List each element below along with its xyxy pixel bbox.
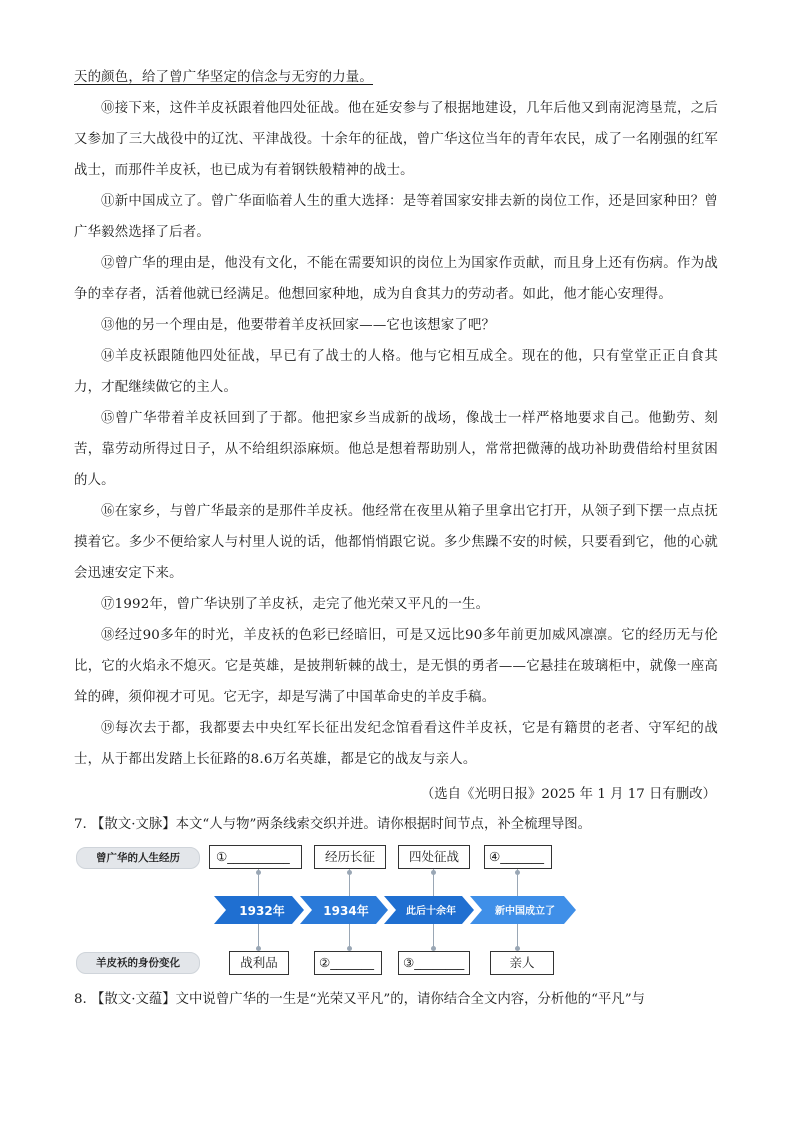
paragraph-number: ⑭ (101, 349, 116, 364)
paragraph-12 (74, 248, 718, 310)
paragraph-continued (74, 62, 718, 93)
paragraph-number: ⑰ (101, 597, 115, 612)
paragraph-text: 曾广华的理由是，他没有文化，不能在需要知识的岗位上为国家作贡献，而且身上还有伤病。作为战争的幸存者，活着他就已经满足。他想回家种地，成为自食其力的劳动者。如此，他才能心安理得。 (74, 256, 719, 302)
article-source: （选自《光明日报》2025 年 1 月 17 日有删改） (420, 787, 716, 802)
bottom-box-family: 亲人 (490, 951, 554, 975)
question-tag: 【散文·文脉】 (91, 817, 176, 832)
blank-box-4[interactable]: ④_______ (484, 845, 552, 869)
top-box-long-march: 经历长征 (314, 845, 386, 869)
paragraph-text: 曾广华带着羊皮袄回到了于都。他把家乡当成新的战场，像战士一样严格地要求自己。他勤劳、刻苦，靠劳动所得过日子，从不给组织添麻烦。他总是想着帮助别人，常常把微薄的战功补助费借给村里贫困的人。 (74, 411, 718, 488)
question-number: 7. (74, 817, 87, 832)
paragraph-text: 经过90多年的时光，羊皮袄的色彩已经暗旧，可是又远比90多年前更加威风凛凛。它的经历无与伦比，它的火焰永不熄灭。它是英雄，是披荆斩棘的战士，是无惧的勇者——它悬挂在玻璃柜中，就像一座高耸的碑，须仰视才可见。它无字，却是写满了中国革命史的羊皮手稿。 (74, 628, 718, 705)
paragraph-18 (74, 620, 718, 713)
question-number: 8. (74, 992, 87, 1007)
blank-box-1[interactable]: ①__________ (209, 845, 302, 869)
question-text: 本文“人与物”两条线索交织并进。请你根据时间节点，补全梳理导图。 (175, 817, 592, 832)
paragraph-number: ⑬ (101, 318, 115, 333)
paragraph-number: ⑩ (101, 101, 115, 116)
paragraph-15 (74, 403, 718, 496)
paragraph-11 (74, 186, 718, 248)
life-experience-label: 曾广华的人生经历 (76, 847, 200, 869)
paragraph-text: 1992年，曾广华诀别了羊皮袄，走完了他光荣又平凡的一生。 (114, 597, 490, 612)
identity-change-label: 羊皮袄的身份变化 (76, 952, 200, 974)
paragraph-text: 在家乡，与曾广华最亲的是那件羊皮袄。他经常在夜里从箱子里拿出它打开，从领子到下摆一点点抚摸着它。多少不便给家人与村里人说的话，他都悄悄跟它说。多少焦躁不安的时候，只要看到它，他的心就会迅速安定下来。 (74, 504, 719, 581)
paragraph-10 (74, 93, 718, 186)
timeline-label-2: 1934年 (323, 904, 369, 918)
paragraph-number: ⑪ (101, 194, 115, 209)
paragraph-text: 接下来，这件羊皮袄跟着他四处征战。他在延安参与了根据地建设，几年后他又到南泥湾垦荒，之后又参加了三大战役中的辽沈、平津战役。十余年的征战，曾广华这位当年的青年农民，成了一名刚强的红军战士，而那件羊皮袄，也已成为有着钢铁般精神的战士。 (74, 101, 719, 178)
top-box-fighting: 四处征战 (398, 845, 470, 869)
paragraph-14 (74, 341, 718, 403)
paragraph-number: ⑱ (101, 628, 115, 643)
paragraph-number: ⑫ (101, 256, 115, 271)
timeline-label-4: 新中国成立了 (495, 906, 555, 917)
paragraph-text: 他的另一个理由是，他要带着羊皮袄回家——它也该想家了吧？ (114, 318, 496, 333)
question-8 (74, 987, 645, 1013)
blank-box-3[interactable]: ③________ (398, 951, 470, 975)
paragraph-text: 每次去于都，我都要去中央红军长征出发纪念馆看看这件羊皮袄，它是有籍贯的老者、守军纪的战士，从于都出发踏上长征路的8.6万名英雄，都是它的战友与亲人。 (74, 721, 718, 767)
blank-box-2[interactable]: ②_______ (314, 951, 382, 975)
timeline-label-3: 此后十余年 (406, 906, 456, 917)
paragraph-number: ⑲ (101, 721, 116, 736)
question-7 (74, 812, 591, 838)
bottom-box-trophy: 战利品 (229, 951, 289, 975)
paragraph-19 (74, 713, 718, 775)
paragraph-16 (74, 496, 718, 589)
paragraph-13 (74, 310, 718, 341)
question-text: 文中说曾广华的一生是“光荣又平凡”的，请你结合全文内容，分析他的“平凡”与 (175, 992, 645, 1007)
paragraph-number: ⑯ (101, 504, 115, 519)
timeline-label-1: 1932年 (239, 904, 285, 918)
mind-map-diagram (74, 843, 724, 978)
question-tag: 【散文·文蕴】 (91, 992, 176, 1007)
paragraph-text: 新中国成立了。曾广华面临着人生的重大选择：是等着国家安排去新的岗位工作，还是回家种田？曾广华毅然选择了后者。 (74, 194, 719, 240)
paragraph-number: ⑮ (101, 411, 116, 426)
paragraph-text: 羊皮袄跟随他四处征战，早已有了战士的人格。他与它相互成全。现在的他，只有堂堂正正自食其力，才配继续做它的主人。 (74, 349, 718, 395)
paragraph-text: 天的颜色，给了曾广华坚定的信念与无穷的力量。 (74, 70, 373, 85)
paragraph-17 (74, 589, 718, 620)
